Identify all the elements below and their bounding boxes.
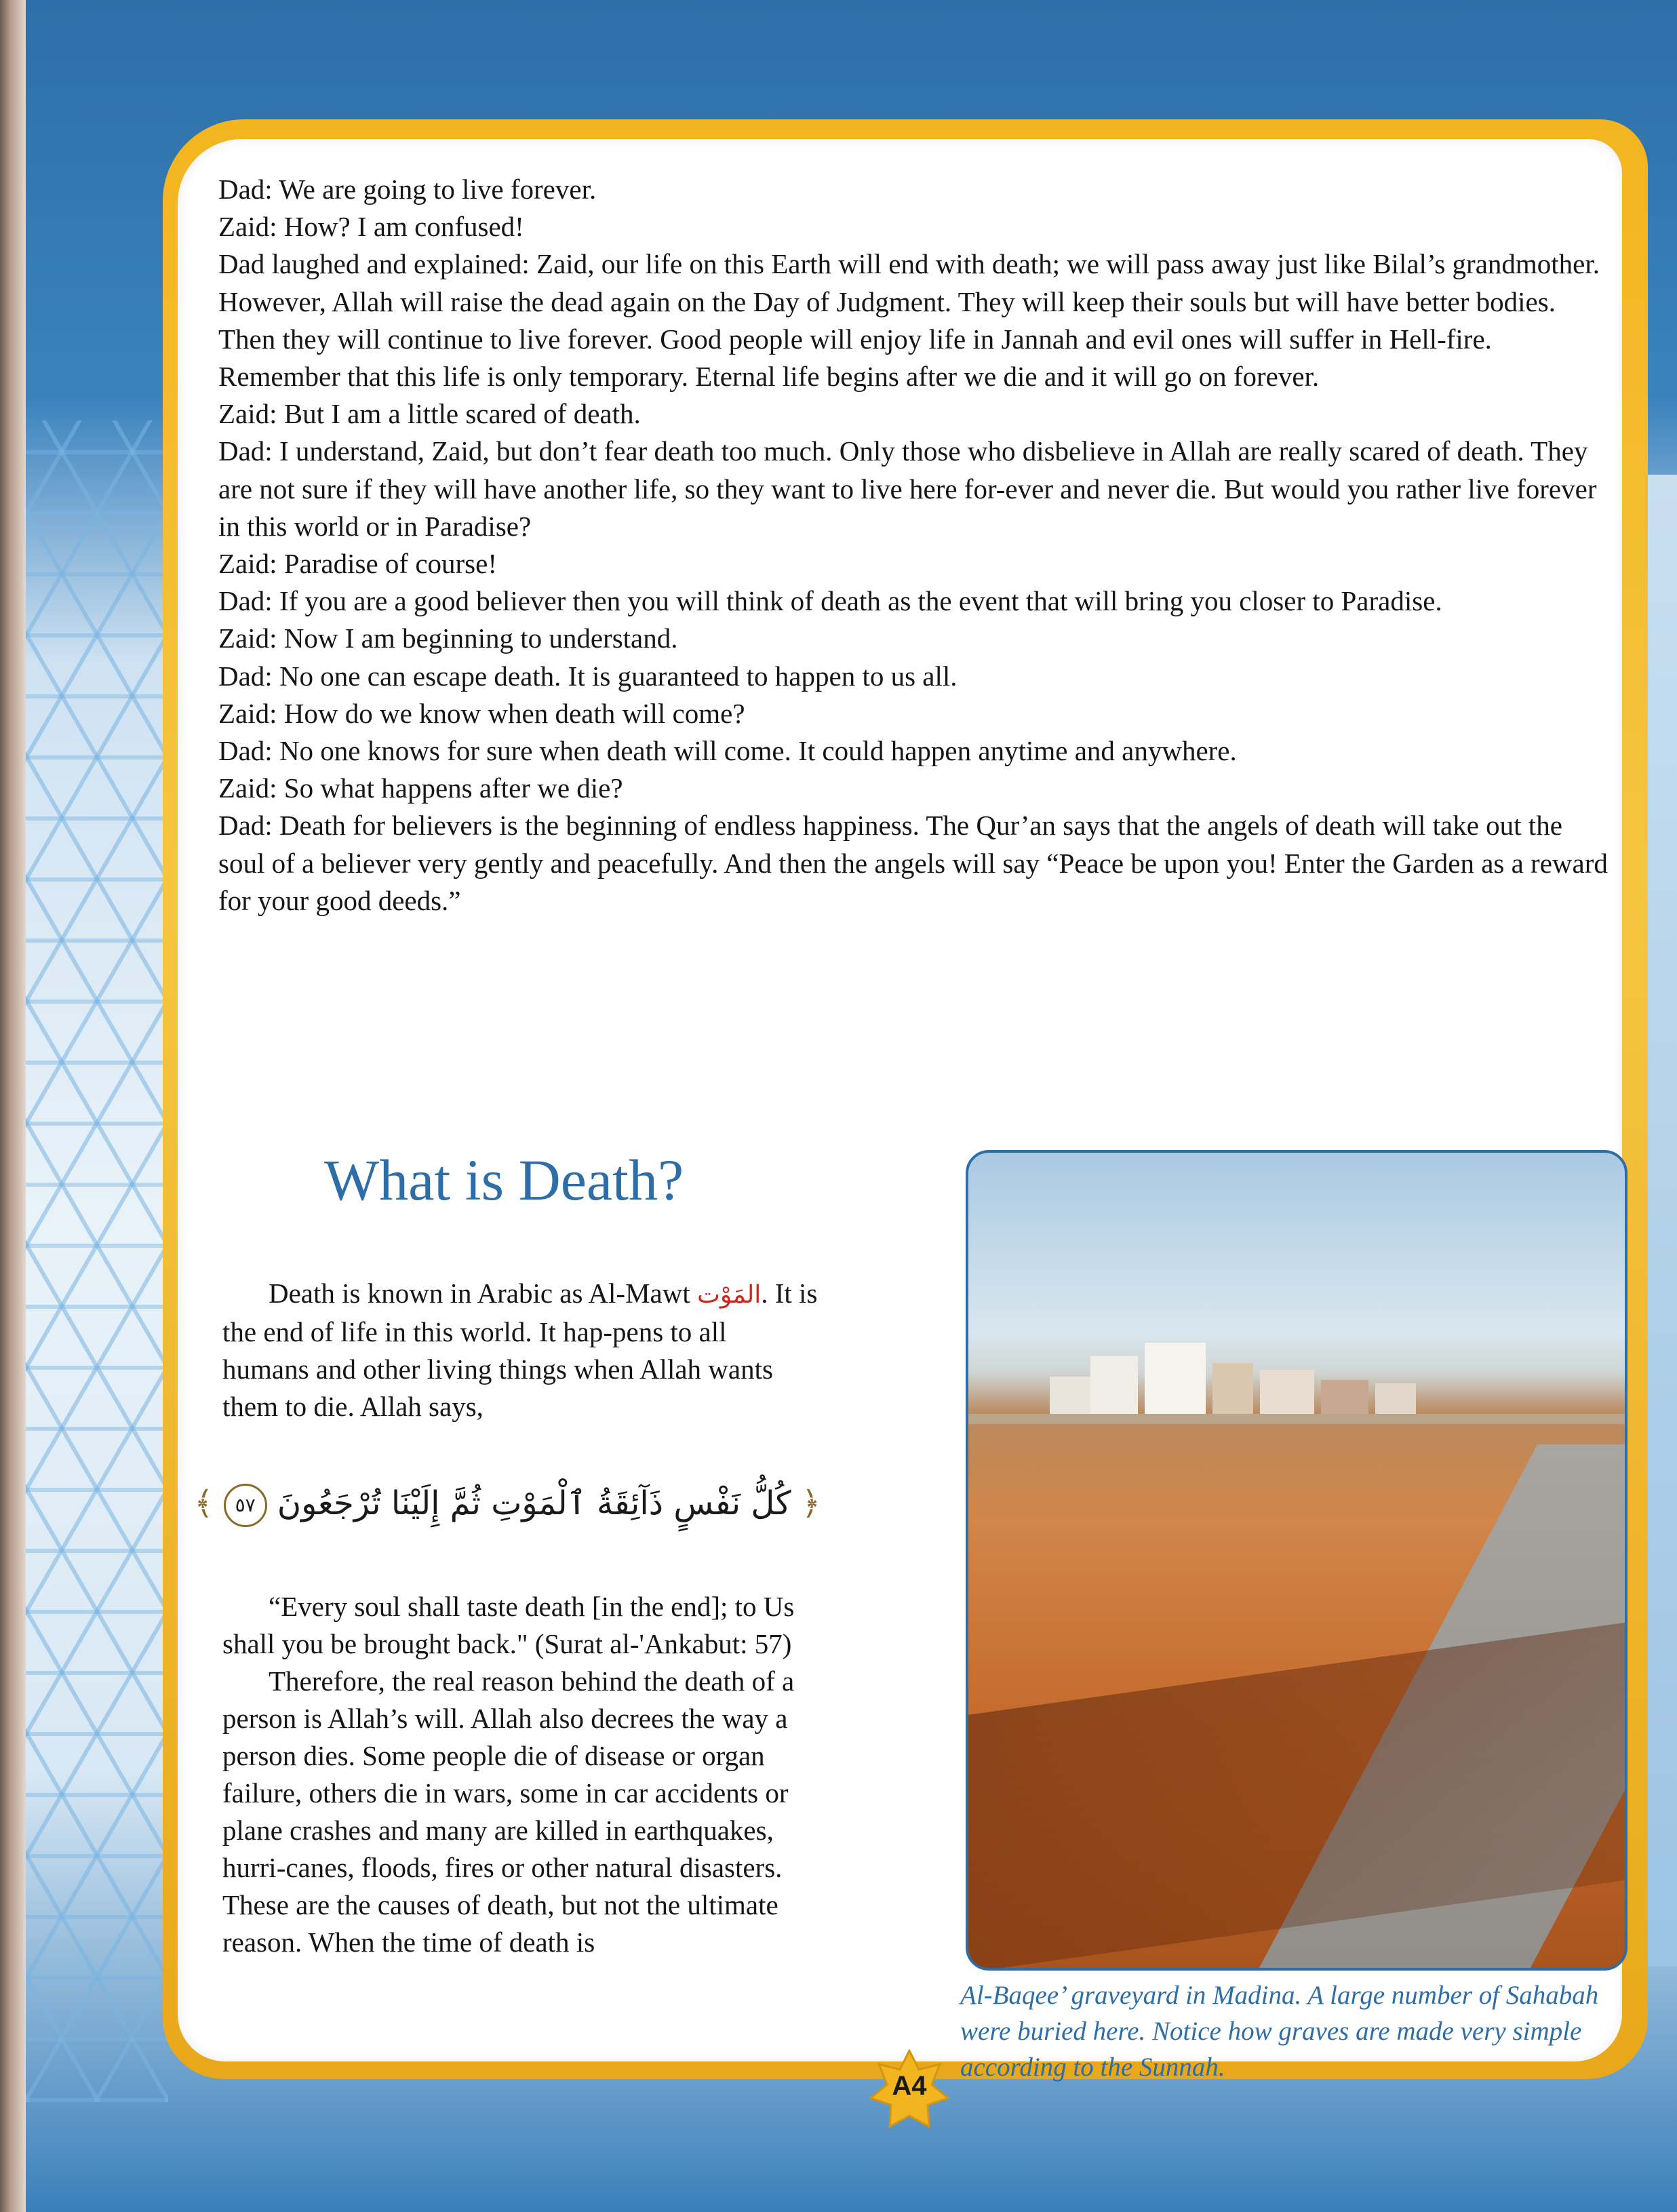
- dialogue-line: Dad laughed and explained: Zaid, our life on this Earth will end with death; we will pass away just like Bilal’s grandmother. However, Allah will raise the dead again on the Day of Judgment. They will keep their souls but will have better bodies. Then they will continue to live forever. Good people will enjoy life in Jannah and evil ones will suffer in Hell-fire.: [218, 248, 1600, 355]
- dialogue-line: Dad: Death for believers is the beginning of endless happiness. The Qur’an says that the angels of death will take out the soul of a believer very gently and peacefully. And then the angels will say “Peace be upon you! Enter the Garden as a reward for your good deeds.”: [218, 810, 1608, 916]
- verse-number: ٥٧: [224, 1484, 267, 1527]
- intro-before-arabic: Death is known in Arabic as Al-Mawt: [269, 1278, 690, 1309]
- dialogue-line: Dad: No one knows for sure when death will come. It could happen anytime and anywhere.: [218, 735, 1237, 767]
- book-spine: [0, 0, 26, 2212]
- verse-arabic: كُلُّ نَفْسٍ ذَآئِقَةُ ٱلْمَوْتِ ثُمَّ إِلَيْنَا تُرْجَعُونَ: [277, 1484, 791, 1522]
- geometric-pattern: [26, 420, 168, 2102]
- dialogue-line: Zaid: So what happens after we die?: [218, 772, 623, 804]
- intro-text: [222, 1275, 819, 1425]
- graveyard-photo: [966, 1150, 1627, 1971]
- page-number: A4: [892, 2071, 927, 2101]
- paragraph-2: Therefore, the real reason behind the death of a person is Allah’s will. Allah also decrees the way a person dies. Some people die of disease or organ failure, others die in wars, some in car accidents or plane crashes and many are killed in earthquakes, hurri-canes, floods, fires or other natural disasters. These are the causes of death, but not the ultimate reason. When the time of death is: [222, 1665, 795, 1958]
- dialogue-line: Dad: If you are a good believer then you will think of death as the event that will bring you closer to Paradise.: [218, 585, 1442, 617]
- body-paragraphs: [222, 1588, 819, 1961]
- arabic-word: المَوْت: [696, 1281, 762, 1309]
- dialogue-line: Zaid: How? I am confused!: [218, 211, 524, 243]
- city-skyline: [968, 1329, 1625, 1424]
- verse-bracket-open: ﴿: [801, 1484, 821, 1522]
- section-title: What is Death?: [324, 1147, 684, 1212]
- verse-bracket-close: ﴾: [194, 1484, 214, 1522]
- dialogue-line: Dad: I understand, Zaid, but don’t fear death too much. Only those who disbelieve in Allah are really scared of death. They are not sure if they will have another life, so they want to live here for-ever and never die. But would you rather live forever in this world or in Paradise?: [218, 435, 1597, 542]
- dialogue-line: Zaid: Paradise of course!: [218, 548, 497, 580]
- intro-paragraph: [222, 1275, 819, 1425]
- dialogue-line: Zaid: Now I am beginning to understand.: [218, 623, 678, 654]
- dialogue-block: [218, 171, 1609, 920]
- caption-text: Al-Baqee’ graveyard in Madina. A large number of Sahabah were buried here. Notice how graves are made very simple according to the Sunnah.: [960, 1981, 1599, 2082]
- dialogue-line: Dad: We are going to live forever.: [218, 174, 597, 205]
- dialogue-line: Zaid: But I am a little scared of death.: [218, 398, 641, 430]
- dialogue-line: Zaid: How do we know when death will come?: [218, 697, 745, 729]
- dialogue-line: Dad: No one can escape death. It is guaranteed to happen to us all.: [218, 660, 958, 692]
- verse-translation: “Every soul shall taste death [in the end]; to Us shall you be brought back." (Surat al-'Ankabut: 57): [222, 1591, 795, 1659]
- dialogue-line: Remember that this life is only temporary. Eternal life begins after we die and it will go on forever.: [218, 361, 1320, 393]
- intro-after-arabic: . It is the end of life in this world. It hap-pens to all humans and other living things when Allah wants them to die. Allah says,: [222, 1278, 818, 1422]
- quran-verse: [194, 1484, 821, 1545]
- photo-caption: [960, 1977, 1638, 2085]
